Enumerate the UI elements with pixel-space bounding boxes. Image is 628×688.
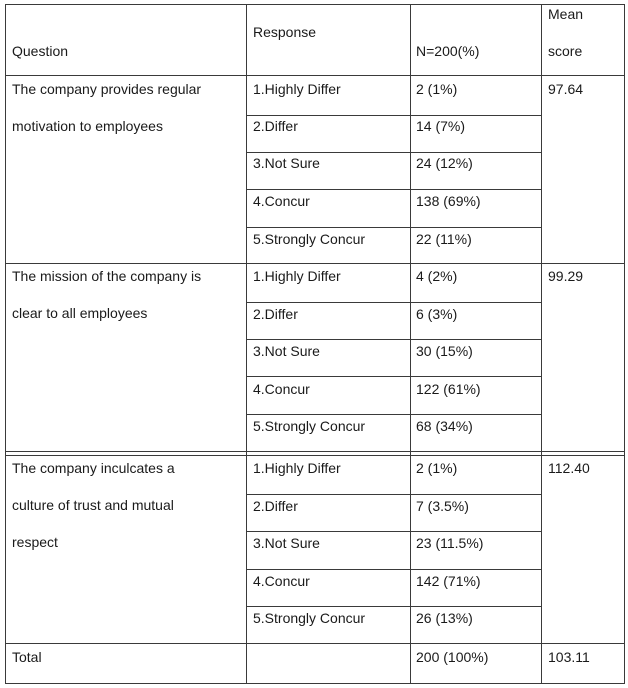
response-label: 3.Not Sure [253,343,320,359]
total-n: 200 (100%) [416,649,489,665]
response-count: 4 (2%) [416,268,458,284]
response-label: 4.Concur [253,573,310,589]
table-border-top [5,4,625,5]
total-divider [5,643,625,644]
mean-score: 97.64 [548,81,584,97]
response-label: 1.Highly Differ [253,460,341,476]
question-text: culture of trust and mutual [12,497,174,513]
row-divider [246,376,541,377]
question-text: motivation to employees [12,118,163,134]
row-divider [246,531,541,532]
response-count: 22 (11%) [416,231,472,247]
response-label: 5.Strongly Concur [253,610,366,626]
header-divider [5,75,625,76]
question-text: The company inculcates a [12,460,175,476]
question-text: clear to all employees [12,305,148,321]
header-mean-line1: Mean [548,6,584,22]
row-divider [246,115,541,116]
question-text: respect [12,534,58,550]
row-divider [246,494,541,495]
group-divider [5,451,625,452]
mean-score: 112.40 [548,460,590,476]
response-label: 2.Differ [253,498,298,514]
table-border-bottom [5,683,625,684]
header-mean-line2: score [548,43,583,59]
response-count: 2 (1%) [416,81,458,97]
response-count: 2 (1%) [416,460,458,476]
row-divider [246,227,541,228]
response-count: 24 (12%) [416,155,473,171]
row-divider [246,189,541,190]
row-divider [246,152,541,153]
response-count: 68 (34%) [416,418,473,434]
response-label: 2.Differ [253,118,298,134]
response-count: 23 (11.5%) [416,535,484,551]
response-label: 3.Not Sure [253,535,320,551]
header-response: Response [253,24,317,40]
response-label: 2.Differ [253,306,298,322]
total-mean: 103.11 [548,649,590,665]
response-label: 4.Concur [253,193,310,209]
response-count: 26 (13%) [416,610,473,626]
group-divider [5,455,625,456]
response-count: 7 (3.5%) [416,498,469,514]
response-count: 142 (71%) [416,573,481,589]
row-divider [246,339,541,340]
group-divider [5,263,625,264]
row-divider [246,414,541,415]
question-text: The company provides regular [12,81,202,97]
col-divider-left [5,4,6,684]
response-count: 14 (7%) [416,118,466,134]
mean-score: 99.29 [548,268,584,284]
response-label: 1.Highly Differ [253,268,341,284]
row-divider [246,302,541,303]
col-divider [246,4,247,684]
question-text: The mission of the company is [12,268,202,284]
col-divider [410,4,411,684]
col-divider-right [624,4,625,684]
response-label: 5.Strongly Concur [253,418,366,434]
response-count: 122 (61%) [416,381,481,397]
total-label: Total [12,649,42,665]
header-n: N=200(%) [416,43,480,59]
response-label: 3.Not Sure [253,155,320,171]
response-count: 6 (3%) [416,306,458,322]
row-divider [246,569,541,570]
response-label: 5.Strongly Concur [253,231,366,247]
response-label: 1.Highly Differ [253,81,341,97]
col-divider [541,4,542,684]
response-count: 138 (69%) [416,193,481,209]
response-count: 30 (15%) [416,343,473,359]
header-question: Question [12,43,69,59]
row-divider [246,606,541,607]
response-label: 4.Concur [253,381,310,397]
